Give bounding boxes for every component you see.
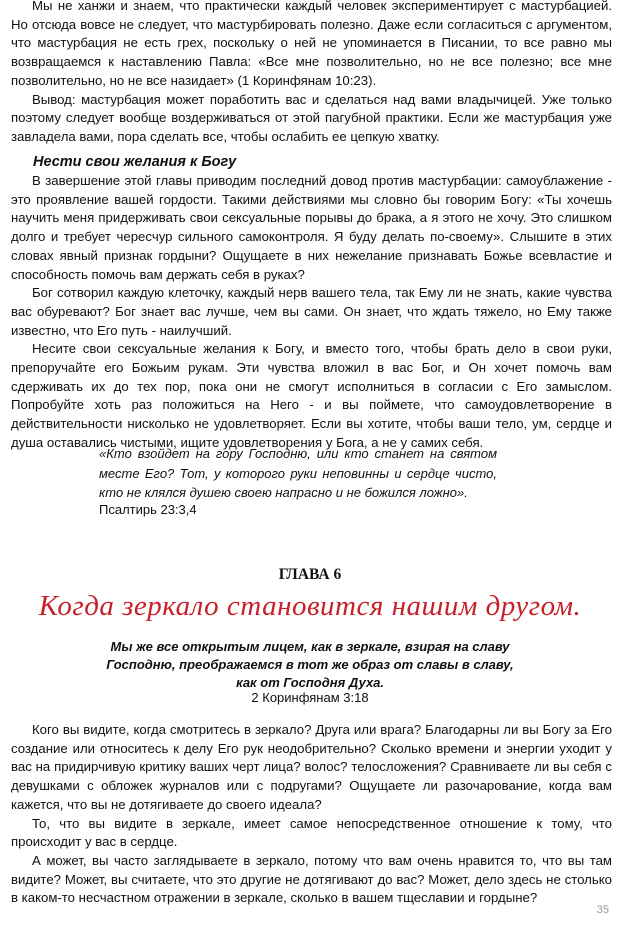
paragraph: Вывод: мастурбация может поработить вас и сделаться над вами владычицей. Уже только поэтому следует вообще воздерживаться от этой пагубной практики. Если же мастурбация уже завладела вами, пора сделать все, чтобы ослабить ее цепкую хватку. bbox=[11, 91, 612, 144]
chapter-title: Когда зеркало становится нашим другом. bbox=[38, 590, 582, 622]
chapter-epigraph bbox=[60, 638, 560, 691]
section-text bbox=[11, 172, 612, 453]
epigraph-line: Мы же все открытым лицем, как в зеркале, взирая на славу bbox=[110, 639, 510, 654]
chapter-text bbox=[11, 721, 612, 908]
paragraph: Бог сотворил каждую клеточку, каждый нерв вашего тела, так Ему ли не знать, какие чувства вас обуревают? Бог знает вас лучше, чем вы сами. Он знает, что ждать тяжело, но Ему также известно, что Его путь - наилучший. bbox=[11, 285, 612, 338]
paragraph: А может, вы часто заглядываете в зеркало, потому что вам очень нравится то, что вы там видите? Может, вы считаете, что это другие не дотягивают до вас? Может, дело здесь не столько в каком-то несчастном отражении в зеркале, сколько в вашем тщеславии и гордыне? bbox=[11, 852, 612, 906]
epigraph-line: как от Господня Духа. bbox=[236, 674, 384, 690]
paragraph: В завершение этой главы приводим последний довод против мастурбации: самоублажение - это проявление вашей гордости. Такими действиями мы словно бы говорим Богу: «Ты хочешь научить меня придерживать свои сексуальные порывы до брака, а я этого не хочу. Это слишком долго и требует чересчур сильного самоконтроля. Я буду делать по-своему». Слышите в этих словах явный признак гордыни? Ощущаете в них нежелание признавать Божье всевластие и способность помочь вам держать себя в руках? bbox=[11, 173, 612, 282]
section-heading: Нести свои желания к Богу bbox=[33, 154, 237, 170]
paragraph: Несите свои сексуальные желания к Богу, и вместо того, чтобы брать дело в свои руки, препоручайте его Божьим рукам. Эти чувства вложил в вас Бог, и Он хочет помочь вам сдерживать их до тех пор, пока они не смогут исполниться в согласии с Его замыслом. Попробуйте хоть раз положиться на Него - и вы поймете, что самоудовлетворение в действительности нисколько не удовлетворяет. Если вы хотите, чтобы ваши тело, ум, сердце и душа оставались чистыми, ищите удовлетворения у Бога, а не у самих себя. bbox=[11, 341, 612, 450]
quote-reference: Псалтирь 23:3,4 bbox=[99, 502, 197, 517]
scripture-quote: «Кто взойдет на гору Господню, или кто станет на святом месте Его? Тот, у которого руки неповинны и сердце чисто, кто не клялся душею своею напрасно и не божился ложно». bbox=[99, 446, 497, 500]
paragraph: Кого вы видите, когда смотритесь в зеркало? Друга или врага? Благодарны ли вы Богу за Его создание или относитесь к делу Его рук неодобрительно? Сколько времени и энергии уходит у вас на придирчивую критику ваших черт лица? волос? телосложения? Сравниваете ли вы себя с девушками с обложек журналов или с подругами? Ощущаете ли разочарование, когда вам кажется, что вы не дотягиваете до своего идеала? bbox=[11, 722, 612, 812]
page-number: 35 bbox=[596, 904, 609, 916]
intro-text bbox=[11, 0, 612, 147]
chapter-label: ГЛАВА 6 bbox=[278, 566, 342, 583]
paragraph: Мы не ханжи и знаем, что практически каждый человек экспериментирует с мастурбацией. Но отсюда вовсе не следует, что мастурбировать полезно. Даже если согласиться с аргументом, что мастурбация не есть грех, поскольку о ней не упоминается в Писании, то все равно мы возвращаемся к наставлению Павла: «Все мне позволительно, но не все полезно; все мне позволительно, но не все назидает» (1 Коринфянам 10:23). bbox=[11, 0, 612, 88]
epigraph-line: Господню, преображаемся в тот же образ от славы в славу, bbox=[106, 656, 514, 672]
paragraph: То, что вы видите в зеркале, имеет самое непосредственное отношение к тому, что происходит у вас в сердце. bbox=[11, 815, 612, 850]
epigraph-reference: 2 Коринфянам 3:18 bbox=[251, 690, 369, 705]
